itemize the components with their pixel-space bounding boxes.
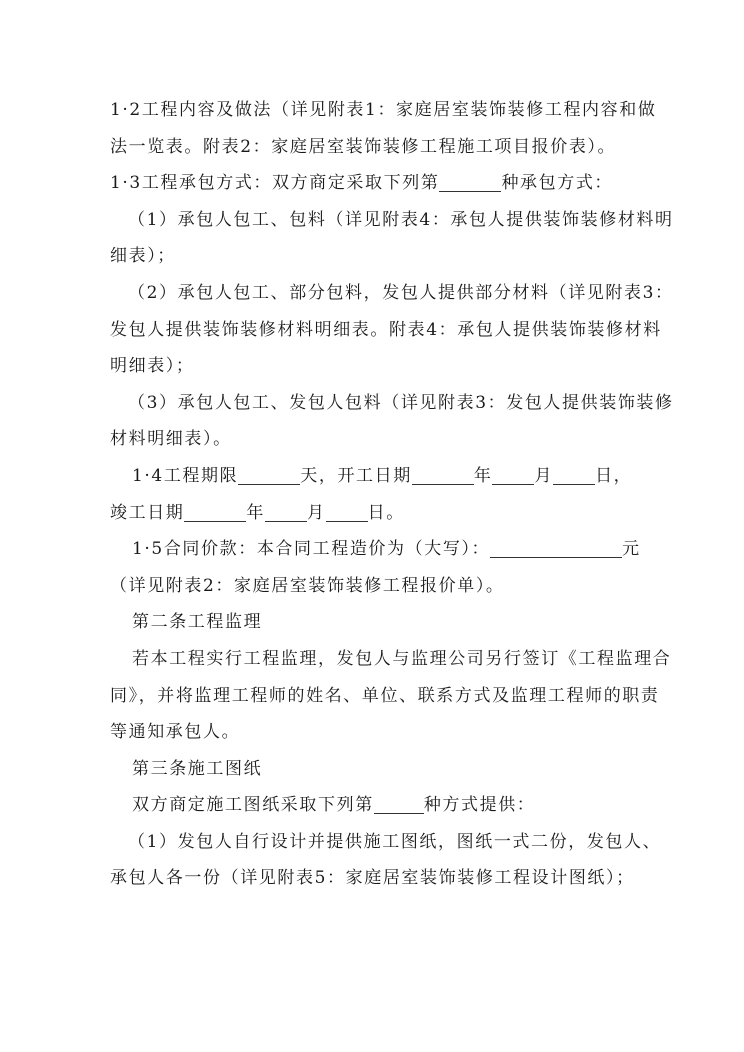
end-month-blank[interactable] bbox=[265, 507, 307, 522]
contract-price-blank[interactable] bbox=[490, 543, 622, 558]
clause-1-2-line-2: 法一览表。附表2：家庭居室装饰装修工程施工项目报价表）。 bbox=[110, 136, 617, 157]
drawing-mode-label: 双方商定施工图纸采取下列第 bbox=[132, 795, 374, 816]
article-3-line-1 bbox=[110, 787, 634, 824]
end-day-blank[interactable] bbox=[326, 507, 368, 522]
drawing-mode-blank[interactable] bbox=[374, 799, 424, 814]
drawing-option-1-line-2: 承包人各一份（详见附表5：家庭居室装饰装修工程设计图纸）； bbox=[110, 868, 635, 889]
month-label: 月 bbox=[534, 465, 554, 486]
year-label: 年 bbox=[473, 465, 493, 486]
month-label: 月 bbox=[307, 502, 326, 523]
option-3-line-2: 材料明细表）。 bbox=[110, 429, 232, 450]
end-date-label: 竣工日期 bbox=[110, 502, 185, 523]
yuan-label: 元 bbox=[622, 539, 641, 560]
clause-1-4-line-1 bbox=[110, 458, 634, 495]
option-1-line-2: 细表）； bbox=[110, 246, 176, 267]
option-2-line-3: 明细表）； bbox=[110, 356, 195, 377]
clause-1-4-line-2 bbox=[110, 495, 634, 532]
option-2-line-2: 发包人提供装饰装修材料明细表。附表4：承包人提供装饰装修材料 bbox=[110, 319, 662, 340]
clause-1-4-label: 1·4工程期限 bbox=[132, 465, 239, 486]
start-month-blank[interactable] bbox=[492, 470, 534, 485]
article-2-line-3: 等通知承包人。 bbox=[110, 722, 241, 743]
clause-1-3-text: 1·3工程承包方式：双方商定采取下列第 bbox=[110, 173, 440, 194]
drawing-option-1-line-1: （1）发包人自行设计并提供施工图纸，图纸一式二份，发包人、 bbox=[128, 831, 662, 852]
duration-days-blank[interactable] bbox=[238, 470, 300, 485]
year-label: 年 bbox=[246, 502, 266, 523]
day-label: 日。 bbox=[367, 502, 405, 523]
option-3-line-1: （3）承包人包工、发包人包料（详见附表3：发包人提供装饰装修 bbox=[128, 392, 674, 413]
clause-1-5-line-2: （详见附表2：家庭居室装饰装修工程报价单）。 bbox=[110, 575, 505, 596]
contract-mode-blank[interactable] bbox=[439, 177, 501, 192]
day-label: 日， bbox=[595, 465, 633, 486]
document-page bbox=[110, 92, 674, 897]
article-2-line-2: 同》，并将监理工程师的姓名、单位、联系方式及监理工程师的职责 bbox=[110, 685, 660, 706]
end-year-blank[interactable] bbox=[184, 507, 246, 522]
start-date-label: 天，开工日期 bbox=[300, 465, 412, 486]
clause-1-3-suffix: 种承包方式： bbox=[501, 173, 614, 194]
drawing-mode-suffix: 种方式提供： bbox=[423, 795, 536, 816]
clause-1-3 bbox=[110, 165, 634, 202]
start-year-blank[interactable] bbox=[412, 470, 474, 485]
article-2-line-1: 若本工程实行工程监理，发包人与监理公司另行签订《工程监理合 bbox=[132, 648, 672, 669]
clause-1-2-line-1: 1·2工程内容及做法（详见附表1：家庭居室装饰装修工程内容和做 bbox=[110, 100, 657, 120]
clause-1-5-line-1 bbox=[110, 531, 641, 568]
article-3-heading: 第三条施工图纸 bbox=[132, 758, 263, 779]
article-2-heading: 第二条工程监理 bbox=[132, 612, 263, 633]
option-1-line-1: （1）承包人包工、包料（详见附表4：承包人提供装饰装修材料明 bbox=[128, 209, 674, 230]
start-day-blank[interactable] bbox=[553, 470, 595, 485]
clause-1-5-label: 1·5合同价款：本合同工程造价为（大写）： bbox=[132, 539, 491, 560]
option-2-line-1: （2）承包人包工、部分包料，发包人提供部分材料（详见附表3： bbox=[128, 282, 674, 303]
